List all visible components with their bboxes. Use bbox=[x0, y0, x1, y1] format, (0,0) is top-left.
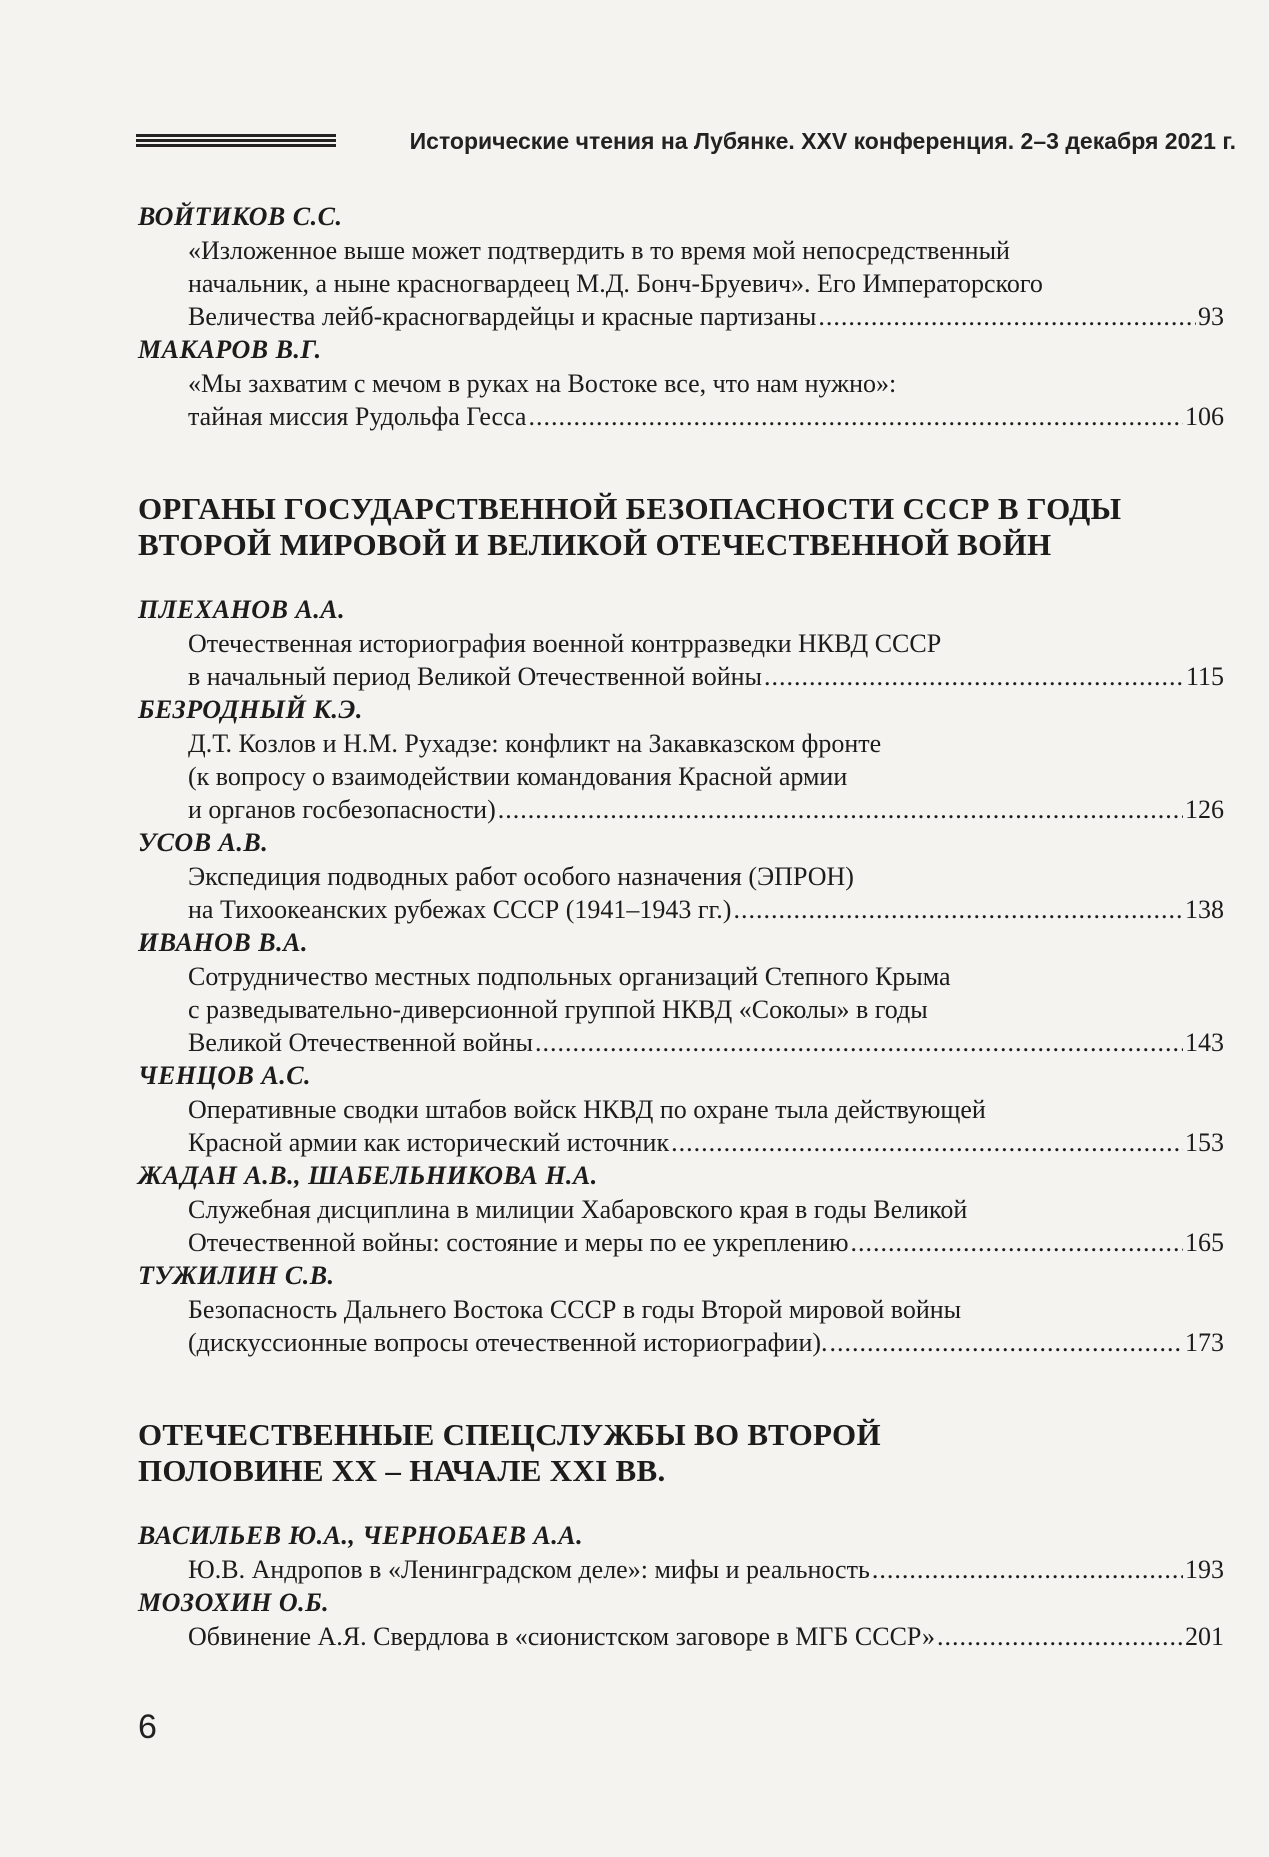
entry-title bbox=[188, 960, 1224, 1059]
dot-leader bbox=[733, 893, 1183, 926]
title-line: и органов госбезопасности) bbox=[188, 795, 496, 824]
title-line: Красной армии как исторический источник bbox=[188, 1128, 670, 1157]
title-line: Экспедиция подводных работ особого назначения (ЭПРОН) bbox=[188, 862, 854, 891]
entry-author: ЖАДАН А.В., ШАБЕЛЬНИКОВА Н.А. bbox=[138, 1161, 598, 1190]
title-line: Сотрудничество местных подпольных организаций Степного Крыма bbox=[188, 962, 951, 991]
toc-entry bbox=[138, 200, 1224, 333]
toc-entry bbox=[138, 926, 1224, 1059]
section-heading bbox=[138, 491, 1224, 563]
entry-title bbox=[188, 1093, 1224, 1159]
entry-title bbox=[188, 1293, 1224, 1359]
dot-leader bbox=[872, 1553, 1183, 1586]
title-line: «Изложенное выше может подтвердить в то время мой непосредственный bbox=[188, 236, 1010, 265]
toc-entry bbox=[138, 1259, 1224, 1359]
toc-entry bbox=[138, 1159, 1224, 1259]
title-line: (дискуссионные вопросы отечественной историографии). bbox=[188, 1328, 828, 1357]
title-line: начальник, а ныне красногвардеец М.Д. Бонч-Бруевич». Его Императорского bbox=[188, 269, 1043, 298]
title-line: с разведывательно-диверсионной группой НКВД «Соколы» в годы bbox=[188, 995, 928, 1024]
entry-title bbox=[188, 1553, 1224, 1586]
dot-leader bbox=[671, 1126, 1183, 1159]
title-line: Ю.В. Андропов в «Ленинградском деле»: мифы и реальность bbox=[188, 1555, 870, 1584]
title-line: в начальный период Великой Отечественной войны bbox=[188, 662, 763, 691]
toc-entry bbox=[138, 333, 1224, 433]
dot-leader bbox=[851, 1226, 1183, 1259]
entry-author: ПЛЕХАНОВ А.А. bbox=[138, 595, 346, 624]
dot-leader bbox=[937, 1620, 1183, 1653]
header-rule bbox=[136, 134, 336, 148]
title-line: Отечественная историография военной контрразведки НКВД СССР bbox=[188, 629, 942, 658]
header-title: Исторические чтения на Лубянке. XXV конференция. 2–3 декабря 2021 г. bbox=[409, 128, 1236, 154]
entry-author: ВАСИЛЬЕВ Ю.А., ЧЕРНОБАЕВ А.А. bbox=[138, 1521, 584, 1550]
entry-author: ВОЙТИКОВ С.С. bbox=[138, 202, 343, 231]
page-ref: 126 bbox=[1185, 795, 1224, 824]
section-heading-line: ВТОРОЙ МИРОВОЙ И ВЕЛИКОЙ ОТЕЧЕСТВЕННОЙ ВОЙН bbox=[138, 527, 1052, 562]
page-ref: 115 bbox=[1185, 662, 1224, 691]
title-line: Великой Отечественной войны bbox=[188, 1028, 533, 1057]
entry-title bbox=[188, 367, 1224, 433]
page-number: 6 bbox=[138, 1708, 157, 1746]
section-heading-line: ОРГАНЫ ГОСУДАРСТВЕННОЙ БЕЗОПАСНОСТИ СССР В ГОДЫ bbox=[138, 491, 1122, 526]
title-line: Величества лейб-красногвардейцы и красные партизаны bbox=[188, 302, 817, 331]
page-ref: 173 bbox=[1185, 1328, 1224, 1357]
dot-leader bbox=[528, 400, 1183, 433]
page-ref: 201 bbox=[1185, 1622, 1224, 1651]
title-line: на Тихоокеанских рубежах СССР (1941–1943 гг.) bbox=[188, 895, 732, 924]
toc-entry bbox=[138, 1586, 1224, 1653]
toc-entry bbox=[138, 693, 1224, 826]
entry-author: ТУЖИЛИН С.В. bbox=[138, 1261, 335, 1290]
toc-entry bbox=[138, 1519, 1224, 1586]
page-ref: 106 bbox=[1185, 402, 1224, 431]
title-line: Д.Т. Козлов и Н.М. Рухадзе: конфликт на Закавказском фронте bbox=[188, 729, 882, 758]
entry-author: ИВАНОВ В.А. bbox=[138, 928, 308, 957]
page-ref: 193 bbox=[1185, 1555, 1224, 1584]
entry-title bbox=[188, 1193, 1224, 1259]
title-line: «Мы захватим с мечом в руках на Востоке все, что нам нужно»: bbox=[188, 369, 897, 398]
title-line: Безопасность Дальнего Востока СССР в годы Второй мировой войны bbox=[188, 1295, 962, 1324]
entry-title bbox=[188, 234, 1224, 333]
dot-leader bbox=[818, 300, 1196, 333]
entry-title bbox=[188, 860, 1224, 926]
page-ref: 153 bbox=[1185, 1128, 1224, 1157]
page-ref: 165 bbox=[1185, 1228, 1224, 1257]
dot-leader bbox=[535, 1026, 1183, 1059]
toc-entry bbox=[138, 593, 1224, 693]
page-ref: 143 bbox=[1185, 1028, 1224, 1057]
entry-author: МАКАРОВ В.Г. bbox=[138, 335, 322, 364]
title-line: (к вопросу о взаимодействии командования Красной армии bbox=[188, 762, 848, 791]
section-heading-line: ПОЛОВИНЕ XX – НАЧАЛЕ XXI ВВ. bbox=[138, 1453, 666, 1488]
entry-author: МОЗОХИН О.Б. bbox=[138, 1588, 330, 1617]
dot-leader bbox=[498, 793, 1183, 826]
entry-title bbox=[188, 627, 1224, 693]
dot-leader bbox=[830, 1326, 1183, 1359]
title-line: Отечественной войны: состояние и меры по ее укреплению bbox=[188, 1228, 849, 1257]
entry-title bbox=[188, 1620, 1224, 1653]
entry-author: БЕЗРОДНЫЙ К.Э. bbox=[138, 695, 363, 724]
page-ref: 138 bbox=[1185, 895, 1224, 924]
page-ref: 93 bbox=[1198, 302, 1224, 331]
table-of-contents bbox=[138, 200, 1224, 1653]
dot-leader bbox=[764, 660, 1184, 693]
entry-title bbox=[188, 727, 1224, 826]
running-header bbox=[136, 128, 1236, 164]
section-heading-line: ОТЕЧЕСТВЕННЫЕ СПЕЦСЛУЖБЫ ВО ВТОРОЙ bbox=[138, 1417, 881, 1452]
title-line: Служебная дисциплина в милиции Хабаровского края в годы Великой bbox=[188, 1195, 968, 1224]
toc-entry bbox=[138, 826, 1224, 926]
section-heading bbox=[138, 1417, 1224, 1489]
toc-entry bbox=[138, 1059, 1224, 1159]
entry-author: ЧЕНЦОВ А.С. bbox=[138, 1061, 312, 1090]
entry-author: УСОВ А.В. bbox=[138, 828, 269, 857]
title-line: Обвинение А.Я. Свердлова в «сионистском заговоре в МГБ СССР» bbox=[188, 1622, 936, 1651]
title-line: тайная миссия Рудольфа Гесса bbox=[188, 402, 527, 431]
title-line: Оперативные сводки штабов войск НКВД по охране тыла действующей bbox=[188, 1095, 986, 1124]
